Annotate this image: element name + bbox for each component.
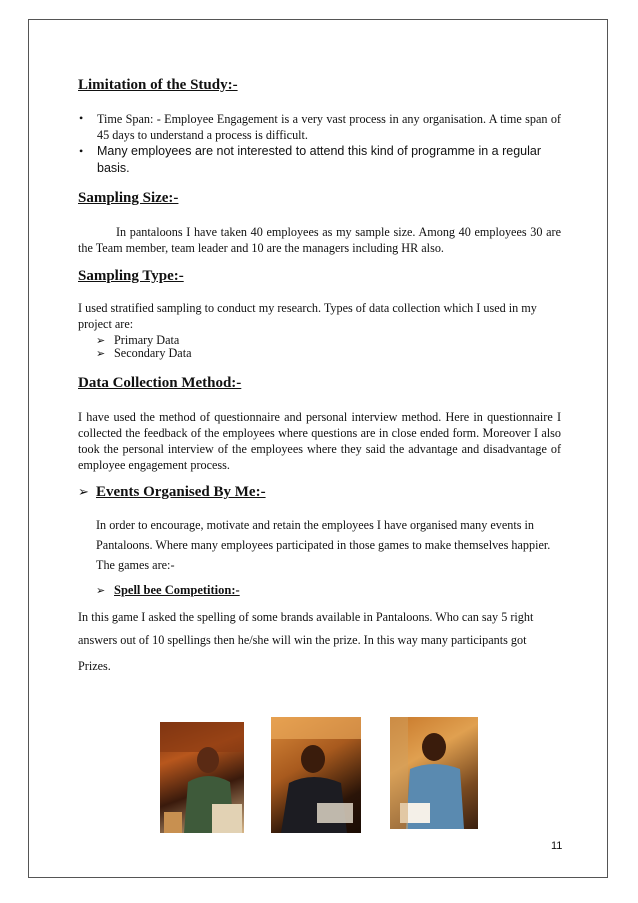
arrow-bullet-icon: ➢ [96,347,106,360]
sampling-type-heading: Sampling Type:- [78,268,184,284]
limitation-heading: Limitation of the Study:- [78,77,238,93]
events-heading-row [78,484,266,501]
limitation-bullet-1: Time Span: - Employee Engagement is a very vast process in any organisation. A time span of 45 days to understand a process is difficult. [97,112,561,142]
events-text: In order to encourage, motivate and retain the employees I have organised many events in Pantaloons. Where many employees participated in those games to make themselves happier. The games are:- [96,518,551,572]
sampling-type-text: I used stratified sampling to conduct my research. Types of data collection which I used in my project are: [78,301,537,331]
sampling-size-text: In pantaloons I have taken 40 employees as my sample size. Among 40 employees 30 are the Team member, team leader and 10 are the managers including HR also. [78,225,561,255]
event-photo-2-image [271,717,361,833]
event-photo-2 [271,717,361,833]
secondary-data-label: Secondary Data [114,346,192,360]
spell-bee-heading: Spell bee Competition:- [114,583,240,597]
spell-bee-text-line-1: In this game I asked the spelling of some brands available in Pantaloons. Who can say 5 right [78,610,534,624]
spell-bee-text-line-3: Prizes. [78,659,111,673]
spell-bee-heading-row [96,583,240,598]
limitation-bullet-2: Many employees are not interested to attend this kind of programme in a regular basis. [97,144,541,175]
data-collection-text: I have used the method of questionnaire and personal interview method. Here in questionnaire I collected the feedback of the employees where questions are in close ended form. Moreover I also took the personal interview of the employees where they said the advantage and disadvantage of employee engagement process. [78,410,561,472]
arrow-bullet-icon: ➢ [96,334,106,347]
bullet-dot-icon: • [79,111,84,125]
events-heading: Events Organised By Me:- [96,484,266,500]
spell-bee-text-line-2: answers out of 10 spellings then he/she will win the prize. In this way many participants got [78,633,527,647]
arrow-bullet-icon: ➢ [78,485,89,500]
arrow-bullet-icon: ➢ [96,584,106,597]
event-photo-3 [390,717,478,829]
event-photo-1 [160,722,244,833]
bullet-dot-icon: • [79,144,84,158]
event-photo-3-image [390,717,478,829]
sampling-type-item-2 [96,345,192,362]
data-collection-heading: Data Collection Method:- [78,375,242,391]
sampling-size-heading: Sampling Size:- [78,190,179,206]
primary-data-label: Primary Data [114,333,180,347]
event-photo-1-image [160,722,244,833]
page-number: 11 [551,840,563,852]
